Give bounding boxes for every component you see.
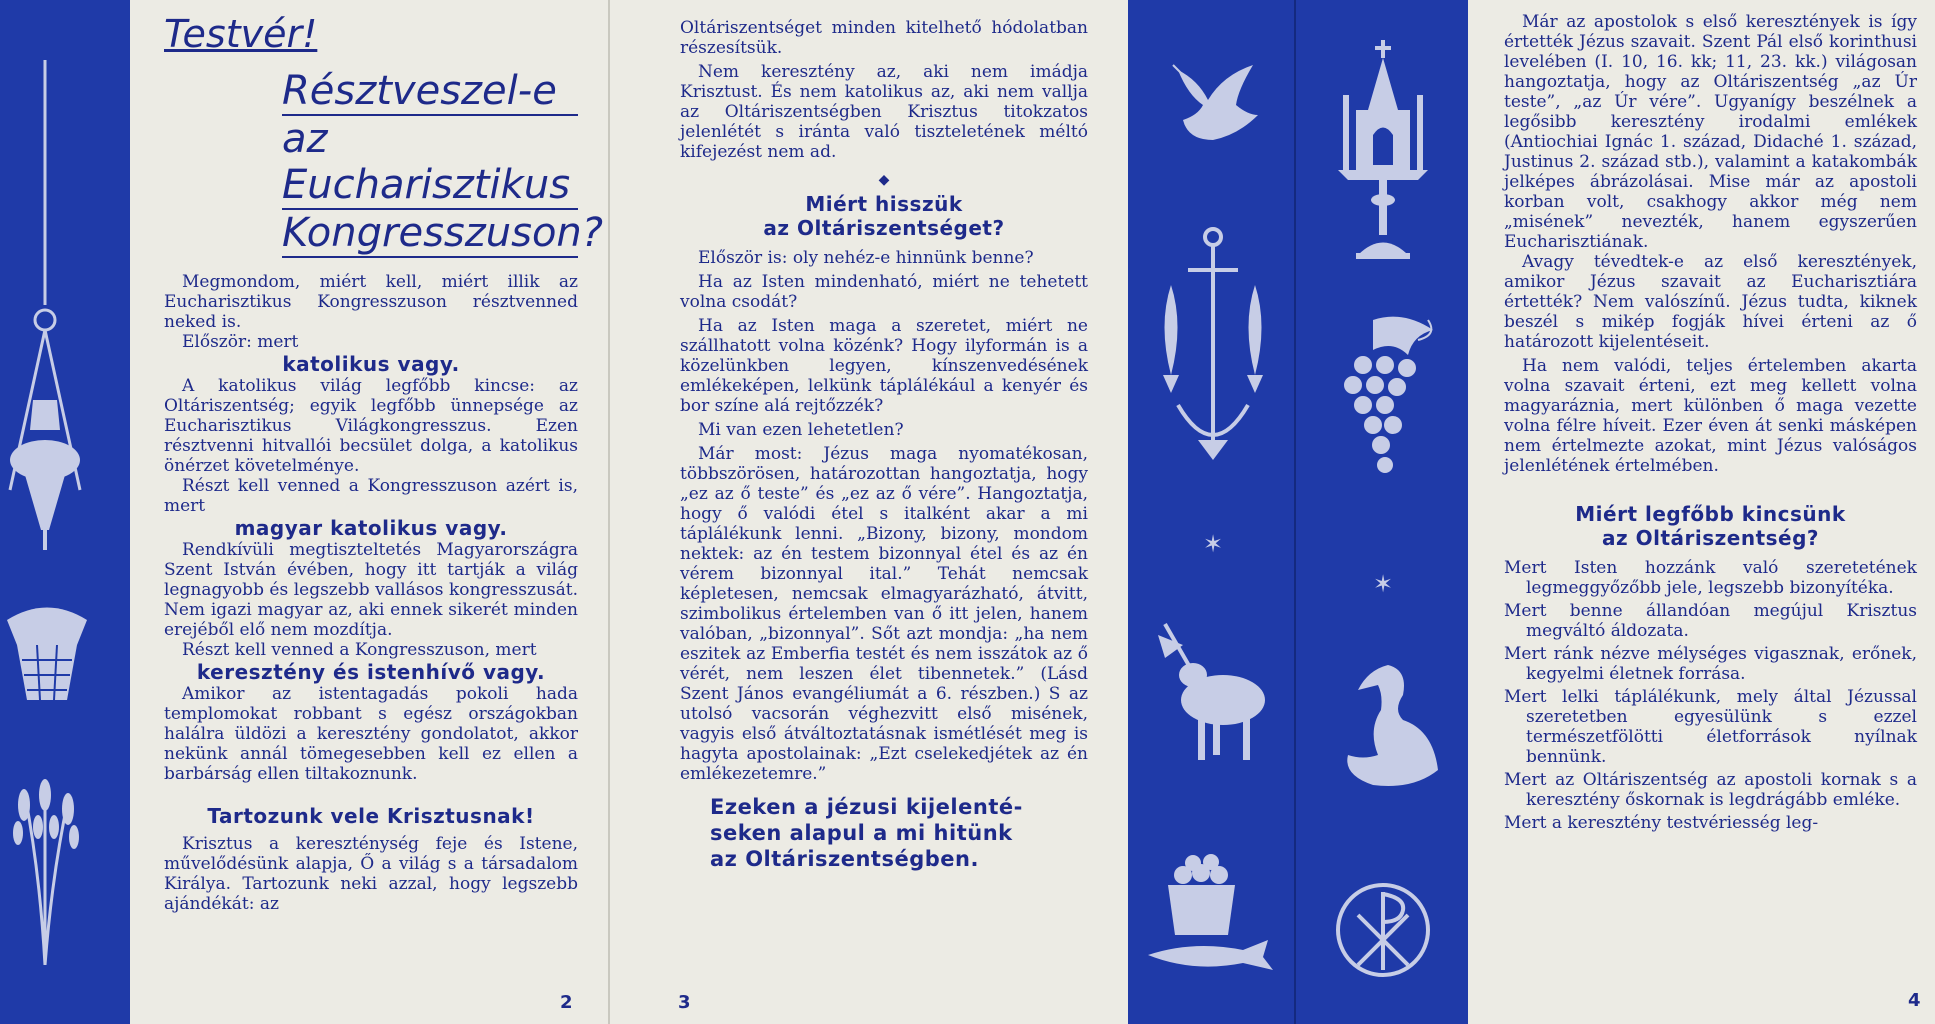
heading-legfobb-kincs-1: Miért legfőbb kincsünk — [1575, 502, 1846, 526]
paragraph-apostolok: Már az apostolok s első keresztények is így értették Jézus szavait. Szent Pál első korinthusi levelében (I. 10, 16. kk; 11, 23. kk.) világosan hangoztatja, hogy az Oltáriszentség „az Úr teste”, „az Úr vére”. Ugyanígy beszélnek a legősibb keresztény irodalmi emlékek (Antiochiai Ignác 1. század, Didaché 1. század, Justinus 2. század stb.), valamint a katakombák jelképes ábrázolásai. Mise már az apostoli korban volt, csakhogy akkor még nem „misének” nevezték, hanem egyszerűen Eucharisztiának. — [1504, 12, 1917, 252]
cover-title-line-1: Résztveszel-e — [282, 68, 578, 116]
reason-item-1: Mert Isten hozzánk való szeretetének legmeggyőzőbb jele, legszebb bizonyítéka. — [1504, 558, 1917, 598]
paragraph-nem-kereszteny: Nem keresztény az, aki nem imádja Krisztust. És nem katolikus az, aki nem vallja az Oltáriszentségben Krisztus titokzatos jelenlétét s iránta való tiszteletének méltó kifejezést nem ad. — [680, 62, 1088, 162]
greeting-heading: Testvér! — [164, 12, 318, 56]
bread-basket-fish-icon — [1143, 845, 1283, 980]
page-number-2: 2 — [560, 992, 573, 1013]
heading-miert-hisszuk-2: az Oltáriszentséget? — [763, 216, 1005, 240]
paragraph-tartozunk: Krisztus a kereszténység feje és Istene, művelődésünk alapja, Ő a világ s a társadalom Királya. Tartozunk neki azzal, hogy legszebb ajándékát: az — [164, 834, 578, 914]
reason-item-5: Mert az Oltáriszentség az apostoli kornak s a keresztény őskornak is legdrágább emléke. — [1504, 770, 1917, 810]
grapes-icon — [1323, 310, 1443, 500]
lamb-icon — [1153, 620, 1283, 770]
paragraph-oltariszentseg-hodolat: Oltáriszentséget minden kitelhető hódolatban részesítsük. — [680, 18, 1088, 58]
paragraph-ha-nem: Ha nem valódi, teljes értelemben akarta volna szavait érteni, ezt meg kellett volna magyaráznia, mert különben ő maga vezette volna félre híveit. Ezer éven át senki másképen nem értelmezte azokat, mint Jézus valóságos jelenlétének értelmében. — [1504, 356, 1917, 476]
reason-item-4: Mert lelki táplálékunk, mely által Jézussal szeretetben egyesülünk s ezzel természetfölötti életforrások nyílnak bennünk. — [1504, 687, 1917, 767]
closing-line-3: az Oltáriszentségben. — [710, 847, 979, 871]
paragraph-reszt-kell-2: Részt kell venned a Kongresszuson, mert — [182, 640, 537, 660]
heading-miert-hisszuk-1: Miért hisszük — [805, 192, 963, 216]
pelican-icon — [1333, 660, 1443, 790]
monstrance-icon — [1338, 40, 1428, 270]
heading-legfobb-kincs-2: az Oltáriszentség? — [1601, 526, 1820, 550]
strip-divider — [1294, 0, 1296, 1024]
closing-line-1: Ezeken a jézusi kijelenté- — [710, 795, 1023, 819]
heading-magyar: magyar katolikus vagy. — [234, 516, 508, 540]
center-blue-strip — [1128, 0, 1468, 1024]
paragraph-kereszteny: Amikor az istentagadás pokoli hada templomokat robbant s egész országokban halálra üldözi a keresztény gondolatot, akkor nekünk annál tömegesebben kell ez ellen a barbárság ellen tiltakoznunk. — [164, 684, 578, 784]
page-2 — [130, 0, 608, 1024]
star-icon: ✶ — [1203, 530, 1224, 558]
reasons-list — [1504, 558, 1917, 833]
heading-katolikus: katolikus vagy. — [282, 352, 460, 376]
censer-lamp-icon — [5, 60, 95, 550]
page-number-4: 4 — [1908, 990, 1921, 1011]
page-number-3: 3 — [678, 992, 691, 1013]
paragraph-reszt-kell-1: Részt kell venned a Kongresszuson azért is, mert — [164, 476, 578, 516]
left-blue-strip — [0, 0, 130, 1024]
closing-statement — [710, 794, 1088, 872]
reason-item-2: Mert benne állandóan megújul Krisztus megváltó áldozata. — [1504, 601, 1917, 641]
paragraph-magyar: Rendkívüli megtiszteltetés Magyarországra Szent István évében, hogy itt tartják a világ legnagyobb és legszebb vallásos kongresszusát. Nem igazi magyar az, aki ennek sikerét minden erejéből elő nem mozdítja. — [164, 540, 578, 640]
basket-icon — [2, 600, 92, 710]
reason-item-6: Mert a keresztény testvériesség leg- — [1504, 813, 1819, 833]
ornament-diamond: ◆ — [878, 172, 890, 188]
first-reason: Először: mert — [182, 332, 299, 352]
heading-kereszteny: keresztény és istenhívő vagy. — [196, 660, 546, 684]
cover-title-block — [282, 68, 603, 258]
page-3-body — [680, 18, 1088, 784]
page-4-body — [1504, 12, 1917, 833]
cover-title-line-2: az Eucharisztikus — [282, 116, 578, 210]
page-3 — [610, 0, 1128, 1024]
paragraph-katolikus: A katolikus világ legfőbb kincse: az Oltáriszentség; egyik legfőbb ünnepsége az Eucharisztikus Világkongresszus. Ezen résztvenni hitvallói becsület dolga, a katolikus önérzet követelménye. — [164, 376, 578, 476]
intro-paragraph: Megmondom, miért kell, miért illik az Eucharisztikus Kongresszuson résztvenned neked is. — [164, 272, 578, 332]
wheat-icon — [10, 775, 80, 965]
paragraph-jezus-maga: Már most: Jézus maga nyomatékosan, többszörösen, határozottan hangoztatja, hogy „ez az ő teste” és „ez az ő vére”. Hangoztatja, hogy ő valódi étel s italként akar a mi táplálékunk lenni. „Bizony, bizony, mondom nektek: az én testem bizonnyal étel és az én vérem bizonnyal ital.” Tehát nemcsak képletesen, nemcsak elmagyarázható, átvitt, szimbolikus értelemben van ő itt jelen, hanem valóban, „bizonnyal”. Sőt azt mondja: „ha nem eszitek az Emberfia testét és nem isszátok az ő vérét, nem leszen élet tibennetek.” (Lásd Szent János evangéliumát a 6. részben.) S az utolsó vacsorán véghezvitt első misének, vagyis első átváltoztatásnak ismétlését meg is hagyta apostolainak: „Ezt cselekedjétek az én emlékezetemre.” — [680, 444, 1088, 784]
closing-line-2: seken alapul a mi hitünk — [710, 821, 1013, 845]
question-mindenhato: Ha az Isten mindenható, miért ne tehetett volna csodát? — [680, 272, 1088, 312]
question-szeretet: Ha az Isten maga a szeretet, miért ne szállhatott volna közénk? Hogy ilyformán is a közelünkben legyen, kínszenvedésének emlékeképen, lelkünk táplálékául a kenyér és bor színe alá rejtőzzék? — [680, 316, 1088, 416]
heading-tartozunk: Tartozunk vele Krisztusnak! — [207, 804, 535, 828]
anchor-fish-icon — [1153, 225, 1273, 465]
reason-item-3: Mert ránk nézve mélységes vigasznak, erőnek, kegyelmi életnek forrása. — [1504, 644, 1917, 684]
question-nehez: Először is: oly nehéz-e hinnünk benne? — [698, 248, 1034, 268]
dove-icon — [1168, 60, 1268, 150]
star-icon: ✶ — [1373, 570, 1394, 598]
page-4 — [1468, 0, 1935, 1024]
page-2-body — [164, 272, 578, 914]
paragraph-avagy: Avagy tévedtek-e az első keresztények, amikor Jézus szavait az Eucharisztiára értették? Nem valószínű. Jézus tudta, kiknek beszél s mikép fogják hívei érteni az ő határozott kijelentéseit. — [1504, 252, 1917, 352]
cover-title-line-3: Kongresszuson? — [282, 210, 603, 256]
chi-rho-icon — [1333, 880, 1433, 980]
question-lehetetlen: Mi van ezen lehetetlen? — [698, 420, 904, 440]
